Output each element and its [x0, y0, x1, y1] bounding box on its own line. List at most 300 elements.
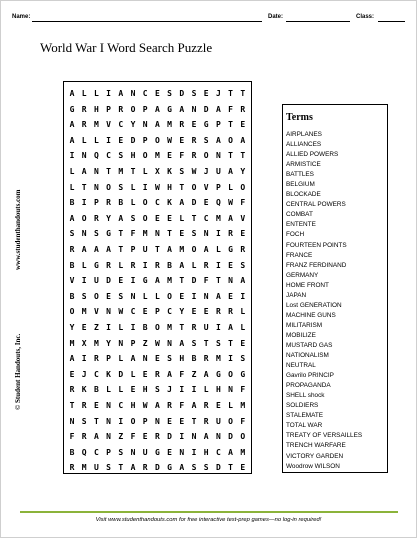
grid-letter: O [106, 182, 111, 192]
grid-letter: A [179, 198, 185, 208]
grid-letter: P [215, 120, 221, 130]
grid-letter: I [118, 416, 124, 426]
side-copyright-text: © Student Handouts, Inc. [14, 333, 22, 410]
grid-letter: Z [191, 369, 197, 379]
grid-letter: H [130, 151, 136, 161]
grid-letter: A [154, 401, 160, 410]
grid-letter: C [203, 213, 209, 223]
grid-letter: D [191, 198, 197, 208]
term-item: Lost GENERATION [286, 301, 342, 309]
grid-letter: O [191, 182, 197, 192]
grid-letter: O [154, 135, 160, 145]
grid-letter: E [154, 89, 160, 98]
grid-letter: X [154, 167, 160, 176]
grid-letter: E [228, 260, 233, 270]
grid-letter: S [240, 260, 246, 270]
grid-letter: H [179, 354, 185, 364]
grid-letter: G [106, 229, 111, 239]
grid-letter: Y [179, 307, 185, 317]
grid-letter: B [118, 198, 124, 208]
grid-letter: P [106, 447, 111, 457]
grid-letter: E [167, 213, 172, 223]
grid-letter: E [167, 151, 172, 161]
grid-letter: A [228, 167, 233, 176]
grid-letter: N [203, 229, 209, 239]
grid-letter: T [154, 245, 160, 254]
grid-letter: T [215, 276, 221, 286]
grid-letter: R [228, 229, 233, 239]
grid-letter: S [179, 167, 185, 176]
grid-letter: I [130, 276, 136, 286]
grid-letter: W [228, 198, 233, 208]
grid-letter: N [215, 432, 221, 442]
grid-letter: P [154, 307, 160, 317]
grid-letter: L [215, 245, 221, 254]
grid-letter: I [240, 291, 246, 301]
grid-letter: N [191, 432, 197, 442]
grid-letter: K [81, 385, 87, 395]
grid-letter: C [130, 307, 136, 317]
grid-row [63, 198, 252, 214]
grid-letter: N [130, 89, 136, 98]
grid-letter: Y [69, 323, 75, 332]
grid-letter: N [81, 151, 87, 161]
grid-letter: S [130, 213, 136, 223]
grid-letter: A [130, 463, 136, 473]
grid-letter: S [191, 338, 197, 348]
grid-letter: A [69, 135, 75, 145]
grid-letter: K [167, 167, 172, 176]
grid-letter: R [69, 385, 75, 395]
grid-letter: Q [93, 151, 99, 161]
grid-letter: R [81, 104, 87, 114]
grid-letter: U [142, 245, 148, 254]
grid-letter: E [179, 229, 185, 239]
grid-letter: P [142, 416, 148, 426]
grid-letter: U [203, 323, 209, 332]
term-item: JAPAN [286, 291, 307, 299]
worksheet-header [12, 14, 407, 24]
grid-letter: H [167, 182, 172, 192]
grid-letter: B [69, 198, 75, 208]
term-item: GERMANY [286, 271, 319, 279]
grid-letter: D [215, 463, 221, 473]
grid-letter: R [191, 135, 197, 145]
term-item: ALLIED POWERS [286, 151, 339, 159]
term-item: SOLDIERS [286, 402, 319, 410]
grid-letter: L [228, 182, 233, 192]
grid-letter: S [118, 151, 124, 161]
grid-letter: E [69, 369, 75, 379]
term-item: MOBILIZE [286, 331, 316, 339]
grid-letter: O [69, 307, 75, 317]
grid-letter: R [203, 416, 209, 426]
grid-letter: I [81, 198, 87, 208]
grid-letter: L [191, 260, 197, 270]
grid-letter: E [203, 307, 209, 317]
grid-row [63, 307, 252, 323]
grid-letter: L [142, 167, 148, 176]
grid-letter: R [191, 151, 197, 161]
grid-letter: F [240, 416, 246, 426]
grid-letter: C [106, 151, 111, 161]
grid-letter: R [191, 323, 197, 332]
grid-letter: E [228, 291, 233, 301]
term-item: MACHINE GUNS [286, 311, 336, 319]
grid-letter: N [106, 432, 111, 442]
grid-letter: E [167, 447, 172, 457]
grid-row [63, 417, 252, 433]
date-line [286, 21, 350, 22]
grid-row [63, 323, 252, 339]
grid-letter: M [93, 120, 99, 130]
grid-letter: T [191, 213, 197, 223]
grid-letter: T [228, 338, 233, 348]
grid-row [63, 183, 252, 199]
grid-row [63, 432, 252, 448]
grid-letter: F [69, 432, 75, 442]
grid-row [63, 448, 252, 464]
name-line [32, 21, 262, 22]
grid-letter: I [179, 385, 185, 395]
grid-letter: I [130, 323, 136, 332]
term-item: PROPAGANDA [286, 382, 331, 390]
grid-letter: L [118, 385, 124, 395]
grid-letter: S [69, 229, 75, 239]
grid-letter: C [215, 447, 221, 457]
grid-letter: D [167, 432, 172, 442]
grid-letter: I [191, 385, 197, 395]
grid-letter: L [81, 260, 87, 270]
grid-letter: T [81, 182, 87, 192]
grid-letter: P [93, 198, 99, 208]
term-item: TRENCH WARFARE [286, 442, 346, 450]
term-item: Woodrow WILSON [286, 462, 340, 470]
grid-letter: R [93, 213, 99, 223]
footer-text: Visit www.studenthandouts.com for free interactive test-prep games—no log-in required! [95, 517, 322, 523]
term-item: BELGIUM [286, 181, 315, 189]
grid-letter: A [203, 245, 209, 254]
grid-letter: T [93, 416, 99, 426]
grid-letter: L [93, 89, 99, 98]
grid-letter: T [191, 416, 197, 426]
grid-letter: R [81, 120, 87, 130]
grid-letter: E [81, 323, 87, 332]
grid-letter: M [215, 354, 221, 364]
grid-letter: L [228, 401, 233, 410]
grid-letter: N [167, 338, 172, 348]
grid-letter: A [118, 213, 124, 223]
grid-letter: R [228, 307, 233, 317]
grid-letter: N [69, 416, 75, 426]
grid-letter: A [69, 354, 75, 364]
grid-letter: M [69, 338, 75, 348]
grid-row [63, 370, 252, 386]
grid-row [63, 214, 252, 230]
grid-letter: S [93, 229, 99, 239]
grid-letter: R [154, 432, 160, 442]
term-item: NATIONALISM [286, 352, 329, 360]
grid-letter: M [81, 307, 87, 317]
grid-row [63, 245, 252, 261]
grid-letter: A [203, 369, 209, 379]
grid-letter: G [203, 120, 209, 130]
term-item: COMBAT [286, 211, 313, 219]
grid-row [63, 385, 252, 401]
grid-letter: M [240, 401, 246, 410]
grid-letter: T [179, 276, 185, 286]
grid-letter: N [179, 447, 185, 457]
grid-letter: T [118, 463, 124, 473]
grid-letter: S [81, 416, 87, 426]
grid-letter: F [240, 385, 246, 395]
grid-letter: R [167, 401, 172, 410]
grid-letter: A [167, 369, 172, 379]
grid-letter: P [106, 104, 111, 114]
grid-letter: A [93, 432, 99, 442]
grid-letter: I [142, 182, 148, 192]
term-item: MILITARISM [286, 321, 323, 329]
grid-letter: I [215, 260, 221, 270]
grid-letter: I [142, 260, 148, 270]
grid-letter: C [154, 198, 160, 208]
grid-letter: T [69, 401, 75, 410]
grid-letter: R [106, 198, 111, 208]
grid-letter: D [118, 369, 124, 379]
grid-letter: T [240, 151, 246, 161]
grid-letter: R [240, 245, 246, 254]
footer-rule [20, 511, 398, 513]
grid-row [63, 167, 252, 183]
grid-letter: M [215, 213, 221, 223]
grid-letter: T [240, 89, 246, 98]
term-item: FOCH [286, 231, 305, 239]
grid-letter: F [179, 401, 185, 410]
grid-letter: F [228, 104, 233, 114]
grid-letter: P [106, 354, 111, 364]
grid-letter: H [93, 104, 99, 114]
grid-row [63, 339, 252, 355]
grid-letter: B [69, 260, 75, 270]
grid-letter: I [191, 291, 197, 301]
grid-letter: I [81, 276, 87, 286]
grid-letter: W [191, 167, 197, 176]
grid-letter: F [130, 229, 136, 239]
grid-letter: F [240, 198, 246, 208]
grid-letter: S [191, 89, 197, 98]
grid-letter: H [203, 447, 209, 457]
grid-letter: E [118, 276, 124, 286]
grid-letter: W [167, 135, 172, 145]
grid-letter: O [228, 135, 233, 145]
grid-letter: R [69, 245, 75, 254]
grid-letter: G [93, 260, 99, 270]
term-item: TREATY OF VERSAILLES [286, 432, 363, 440]
grid-letter: R [240, 104, 246, 114]
grid-letter: A [167, 245, 172, 254]
grid-letter: P [130, 245, 136, 254]
grid-letter: A [228, 447, 233, 457]
grid-letter: M [179, 245, 185, 254]
grid-letter: X [81, 338, 87, 348]
grid-letter: E [191, 307, 197, 317]
grid-letter: M [240, 447, 246, 457]
class-label: Class: [356, 14, 375, 20]
grid-letter: S [106, 463, 111, 473]
grid-letter: A [240, 135, 246, 145]
grid-letter: S [154, 385, 160, 395]
grid-letter: B [69, 447, 75, 457]
grid-letter: N [81, 229, 87, 239]
grid-letter: O [203, 151, 209, 161]
grid-letter: D [228, 432, 233, 442]
grid-letter: O [142, 213, 148, 223]
grid-letter: L [130, 198, 136, 208]
grid-letter: P [142, 104, 148, 114]
grid-letter: Y [240, 167, 246, 176]
grid-letter: U [142, 447, 148, 457]
grid-letter: V [69, 276, 75, 286]
term-item: VICTORY GARDEN [286, 452, 344, 460]
grid-letter: U [93, 463, 99, 473]
grid-letter: S [118, 291, 124, 301]
grid-letter: R [154, 369, 160, 379]
grid-letter: N [142, 120, 148, 130]
grid-letter: U [215, 416, 221, 426]
grid-letter: A [93, 245, 99, 254]
grid-letter: F [179, 369, 185, 379]
grid-letter: J [215, 89, 221, 98]
grid-letter: A [81, 245, 87, 254]
grid-letter: Y [106, 338, 111, 348]
grid-letter: I [191, 447, 197, 457]
grid-letter: N [203, 291, 209, 301]
grid-letter: E [130, 385, 136, 395]
grid-letter: N [106, 307, 111, 317]
grid-letter: Z [93, 323, 99, 332]
grid-letter: L [203, 385, 209, 395]
grid-letter: A [69, 89, 75, 98]
grid-letter: K [167, 198, 172, 208]
grid-letter: V [93, 307, 99, 317]
grid-letter: O [81, 213, 87, 223]
grid-letter: L [240, 307, 246, 317]
grid-letter: Z [142, 338, 148, 348]
grid-letter: F [130, 432, 136, 442]
grid-letter: L [69, 182, 75, 192]
grid-letter: E [179, 291, 185, 301]
grid-letter: A [118, 89, 124, 98]
grid-letter: T [228, 463, 233, 473]
term-item: ALLIANCES [286, 141, 322, 149]
grid-letter: L [130, 369, 136, 379]
grid-letter: E [191, 120, 197, 130]
grid-letter: S [203, 135, 209, 145]
term-item: STALEMATE [286, 412, 324, 420]
grid-letter: C [118, 401, 124, 410]
grid-letter: N [106, 416, 111, 426]
grid-letter: M [167, 120, 172, 130]
grid-letter: N [93, 167, 99, 176]
grid-letter: O [142, 151, 148, 161]
grid-letter: D [106, 276, 111, 286]
grid-letter: C [118, 120, 124, 130]
grid-letter: G [215, 369, 221, 379]
grid-letter: J [81, 369, 87, 379]
grid-letter: N [142, 354, 148, 364]
grid-letter: A [203, 432, 209, 442]
grid-letter: M [118, 167, 124, 176]
grid-letter: G [240, 369, 246, 379]
grid-letter: L [118, 323, 124, 332]
grid-letter: O [191, 245, 197, 254]
grid-letter: J [203, 167, 209, 176]
grid-letter: B [191, 354, 197, 364]
grid-letter: S [240, 354, 246, 364]
grid-letter: S [215, 338, 221, 348]
grid-letter: M [167, 323, 172, 332]
grid-letter: N [118, 338, 124, 348]
grid-letter: I [215, 229, 221, 239]
grid-letter: F [179, 151, 185, 161]
grid-letter: R [179, 120, 185, 130]
class-line [378, 21, 405, 22]
grid-letter: C [167, 307, 172, 317]
date-label: Date: [268, 14, 284, 20]
grid-letter: A [154, 276, 160, 286]
grid-row [63, 463, 252, 479]
grid-letter: N [130, 291, 136, 301]
term-item: FOURTEEN POINTS [286, 241, 347, 249]
grid-letter: A [240, 276, 246, 286]
grid-letter: V [106, 120, 111, 130]
grid-letter: A [179, 338, 185, 348]
grid-letter: E [154, 354, 160, 364]
grid-letter: E [240, 120, 246, 130]
grid-letter: E [179, 416, 185, 426]
grid-letter: I [106, 89, 111, 98]
grid-letter: A [81, 167, 87, 176]
grid-letter: O [167, 291, 172, 301]
grid-letter: Z [118, 432, 124, 442]
terms-list [286, 130, 384, 472]
grid-letter: G [154, 447, 160, 457]
grid-letter: U [93, 276, 99, 286]
grid-letter: L [118, 354, 124, 364]
grid-letter: R [142, 463, 148, 473]
grid-letter: Q [215, 198, 221, 208]
grid-letter: V [203, 182, 209, 192]
grid-letter: A [215, 135, 221, 145]
grid-letter: E [215, 401, 221, 410]
grid-letter: D [191, 276, 197, 286]
grid-letter: N [93, 182, 99, 192]
grid-letter: O [142, 198, 148, 208]
grid-row [63, 401, 252, 417]
grid-letter: R [130, 260, 136, 270]
grid-letter: E [118, 135, 124, 145]
grid-row [63, 120, 252, 136]
grid-letter: S [118, 447, 124, 457]
grid-letter: C [93, 447, 99, 457]
grid-letter: M [81, 463, 87, 473]
grid-letter: E [154, 213, 160, 223]
grid-letter: L [130, 182, 136, 192]
grid-letter: G [167, 463, 172, 473]
grid-letter: N [228, 276, 233, 286]
grid-letter: O [240, 432, 246, 442]
grid-letter: R [81, 401, 87, 410]
